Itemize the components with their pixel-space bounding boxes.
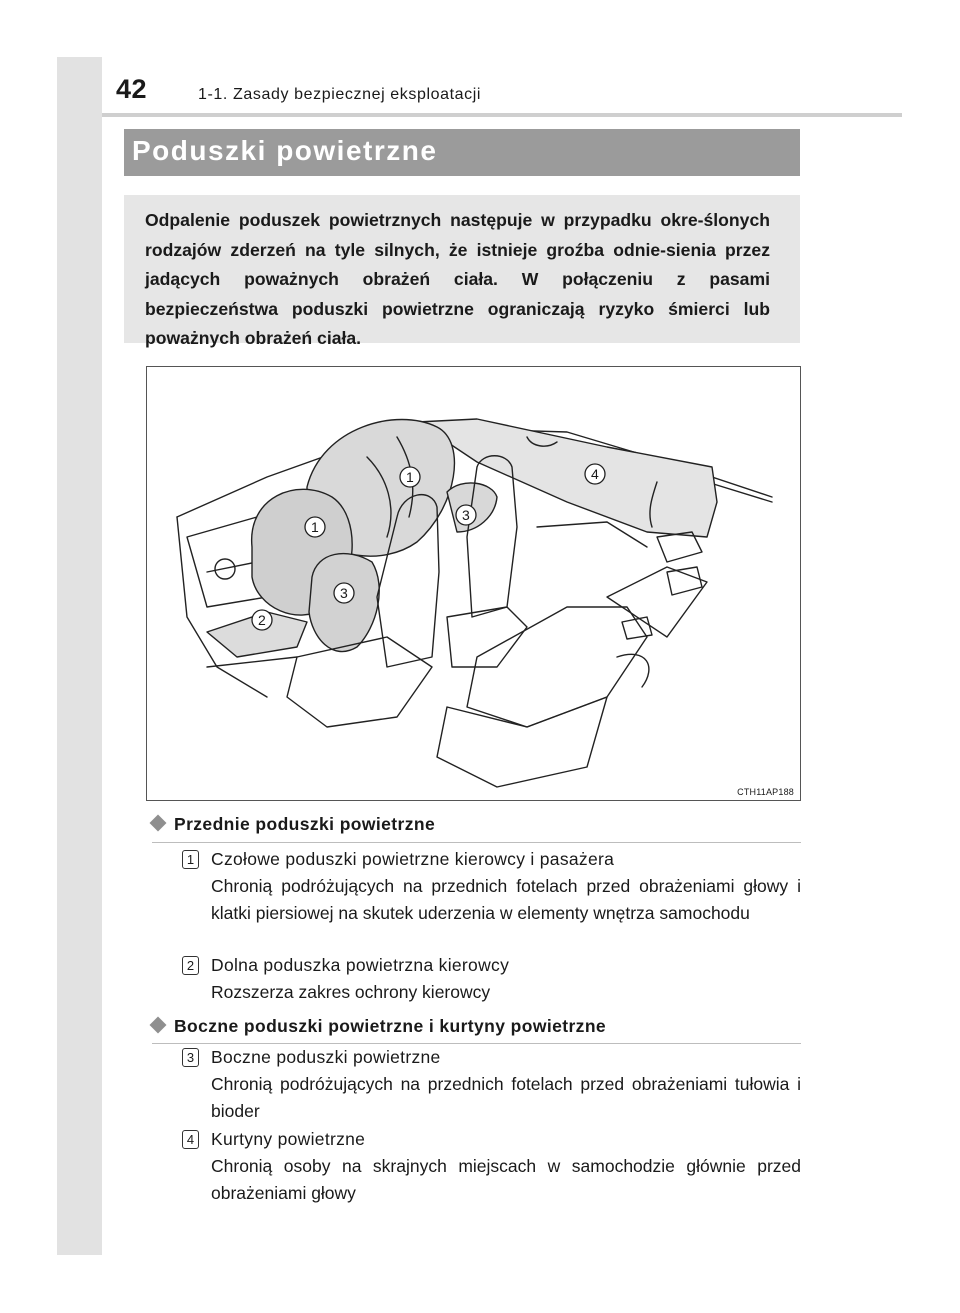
section-title: Poduszki powietrzne <box>132 135 438 166</box>
airbag-illustration: 1 1 2 3 3 4 CTH11AP188 <box>146 366 801 801</box>
item-label-front-airbags: Czołowe poduszki powietrzne kierowcy i pasażera <box>211 849 615 869</box>
item-label-curtain-airbags: Kurtyny powietrzne <box>211 1129 366 1149</box>
page-side-tab <box>57 57 102 1255</box>
item-label-side-airbags: Boczne poduszki powietrzne <box>211 1047 441 1067</box>
chapter-title: 1-1. Zasady bezpiecznej eksploatacji <box>198 86 482 103</box>
section-rule <box>152 842 801 843</box>
car-interior-drawing <box>147 367 801 801</box>
item-number-badge: 4 <box>182 1130 199 1149</box>
item-desc-curtain-airbags: Chronią osoby na skrajnych miejscach w samochodzie głównie przed obrażeniami głowy <box>211 1156 801 1203</box>
intro-box: Odpalenie poduszek powietrznych następuje w przypadku okre-ślonych rodzajów zderzeń na tyle silnych, że istnieje groźba odnie-sienia przez jadących poważnych obrażeń ciała. W połączeniu z pasami bezpieczeństwa poduszki powietrzne ograniczają ryzyko śmierci lub poważnych obrażeń ciała. <box>124 195 800 343</box>
item-desc-front-airbags: Chronią podróżujących na przednich fotelach przed obrażeniami głowy i klatki piersiowej na skutek uderzenia w elementy wnętrza samochodu <box>211 876 801 923</box>
diamond-bullet-icon <box>150 815 167 832</box>
item-desc-knee-airbag: Rozszerza zakres ochrony kierowcy <box>211 982 491 1002</box>
diamond-bullet-icon <box>150 1017 167 1034</box>
item-label-knee-airbag: Dolna poduszka powietrzna kierowcy <box>211 955 510 975</box>
section-rule <box>152 1043 801 1044</box>
header-rule <box>102 113 902 117</box>
section-heading-front: Przednie poduszki powietrzne <box>152 814 435 835</box>
item-desc-side-airbags: Chronią podróżujących na przednich fotelach przed obrażeniami tułowia i bioder <box>211 1074 801 1121</box>
section-title-bar <box>124 129 800 176</box>
item-number-badge: 1 <box>182 850 199 869</box>
section-heading-side: Boczne poduszki powietrzne i kurtyny powietrzne <box>152 1016 606 1037</box>
item-number-badge: 2 <box>182 956 199 975</box>
item-number-badge: 3 <box>182 1048 199 1067</box>
page-number: 42 <box>116 74 148 104</box>
figure-code: CTH11AP188 <box>737 787 794 797</box>
